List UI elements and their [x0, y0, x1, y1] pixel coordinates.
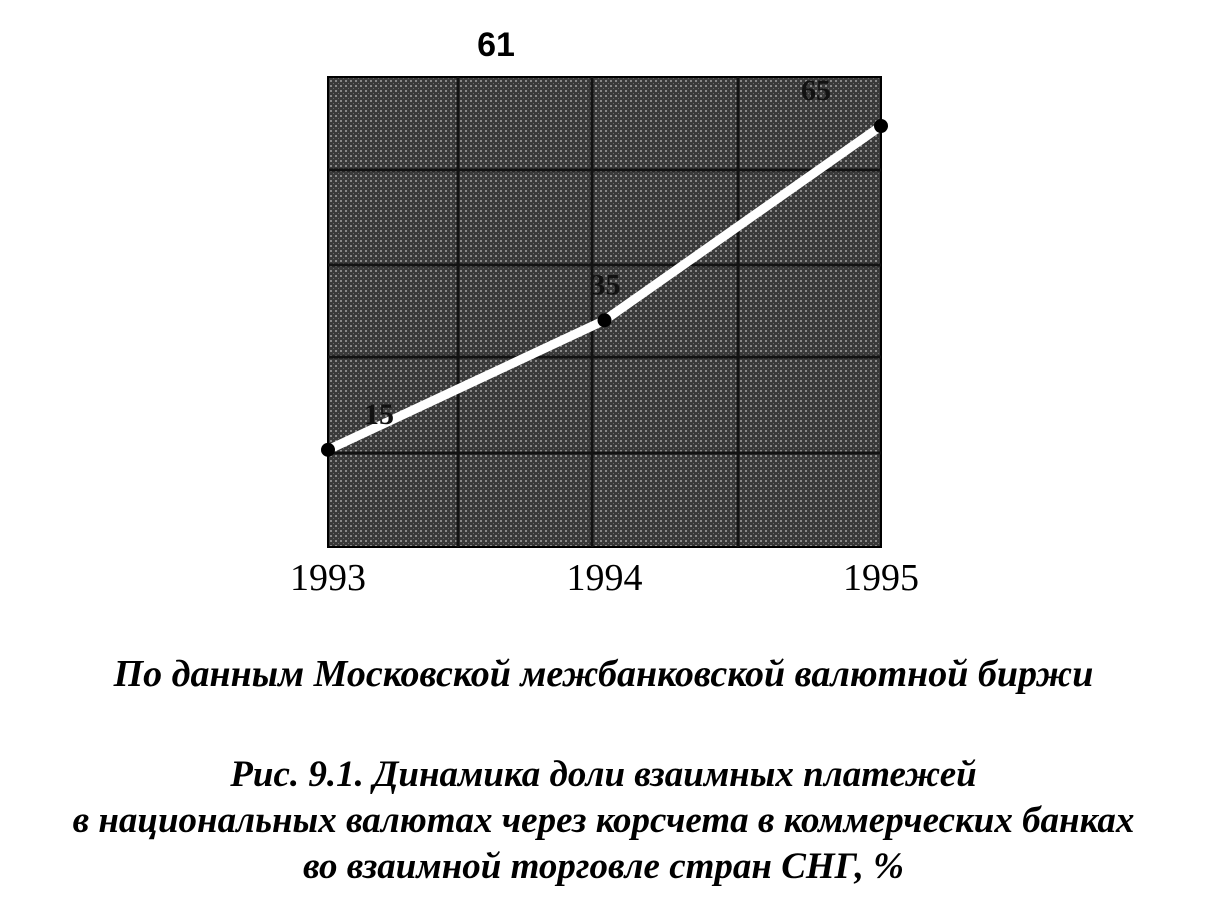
- data-label-1995: 65: [801, 74, 831, 107]
- data-point-1994: [598, 313, 612, 327]
- data-label-1994: 35: [590, 268, 621, 302]
- data-point-1993: [321, 443, 335, 457]
- data-point-1995: [874, 119, 888, 133]
- source-note: По данным Московской межбанковской валютной биржи: [113, 653, 1094, 695]
- figure-caption: [0, 752, 1207, 890]
- caption-line-2: в национальных валютах через корсчета в коммерческих банках: [72, 800, 1135, 841]
- x-tick-label-1994: 1994: [566, 557, 643, 599]
- caption-line-1: Рис. 9.1. Динамика доли взаимных платежей: [230, 754, 977, 795]
- x-axis-tick-labels: [290, 557, 919, 599]
- caption-line-3: во взаимной торговле стран СНГ, %: [303, 846, 904, 887]
- data-label-1993: 15: [364, 397, 394, 431]
- x-tick-label-1993: 1993: [290, 557, 366, 599]
- plot-area: [328, 77, 881, 547]
- top-value-label: 61: [477, 26, 515, 64]
- x-tick-label-1995: 1995: [843, 557, 919, 599]
